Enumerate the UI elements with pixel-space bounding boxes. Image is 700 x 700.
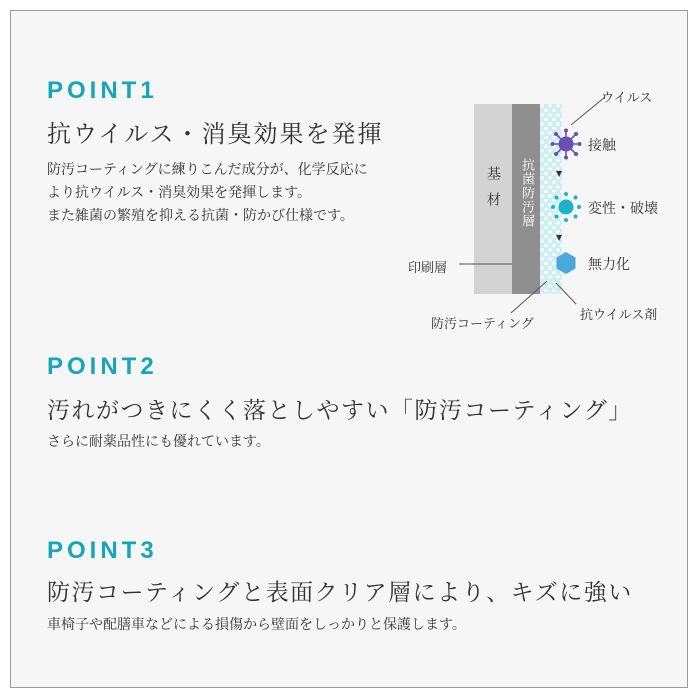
point1-heading: 抗ウイルス・消臭効果を発揮 [47, 120, 384, 148]
point2-label: POINT2 [47, 353, 158, 380]
step-neutralize-label: 無力化 [588, 257, 630, 273]
point2-body: さらに耐薬品性にも優れています。 [47, 434, 270, 450]
antibacterial-layer-label: 抗菌防汚層 [519, 158, 534, 228]
print-layer-label: 印刷層 [408, 261, 448, 276]
point1-body-line: 防汚コーティングに練りこんだ成分が、化学反応に [47, 162, 368, 178]
point1-label: POINT1 [47, 77, 158, 104]
point3-heading: 防汚コーティングと表面クリア層により、キズに強い [47, 580, 633, 606]
step-denature-label: 変性・破壊 [588, 201, 658, 217]
base-layer-label: 基材 [485, 166, 501, 218]
hexagon-icon [555, 251, 577, 275]
point2-heading: 汚れがつきにくく落としやすい「防汚コーティング」 [47, 398, 633, 424]
agent-label: 抗ウイルス剤 [580, 308, 658, 323]
arrow-down-icon: ▼ [556, 169, 563, 178]
coating-leader [511, 281, 547, 313]
agent-leader [556, 283, 576, 304]
point1-body-line: より抗ウイルス・消臭効果を発揮します。 [47, 185, 312, 201]
point3-body: 車椅子や配膳車などによる損傷から壁面をしっかりと保護します。 [47, 617, 466, 633]
virus-leader [571, 97, 605, 125]
point3-label: POINT3 [47, 537, 158, 564]
point1-body-line: また雑菌の繁殖を抑える抗菌・防かび仕様です。 [47, 208, 354, 224]
virus-label: ウイルス [601, 91, 653, 106]
arrow-down-icon: ▼ [556, 233, 563, 242]
virus-purple-icon [550, 128, 582, 160]
virus-teal-icon [550, 191, 582, 223]
page-frame [10, 10, 688, 688]
step-contact-label: 接触 [588, 138, 616, 154]
coating-label: 防汚コーティング [431, 317, 534, 332]
